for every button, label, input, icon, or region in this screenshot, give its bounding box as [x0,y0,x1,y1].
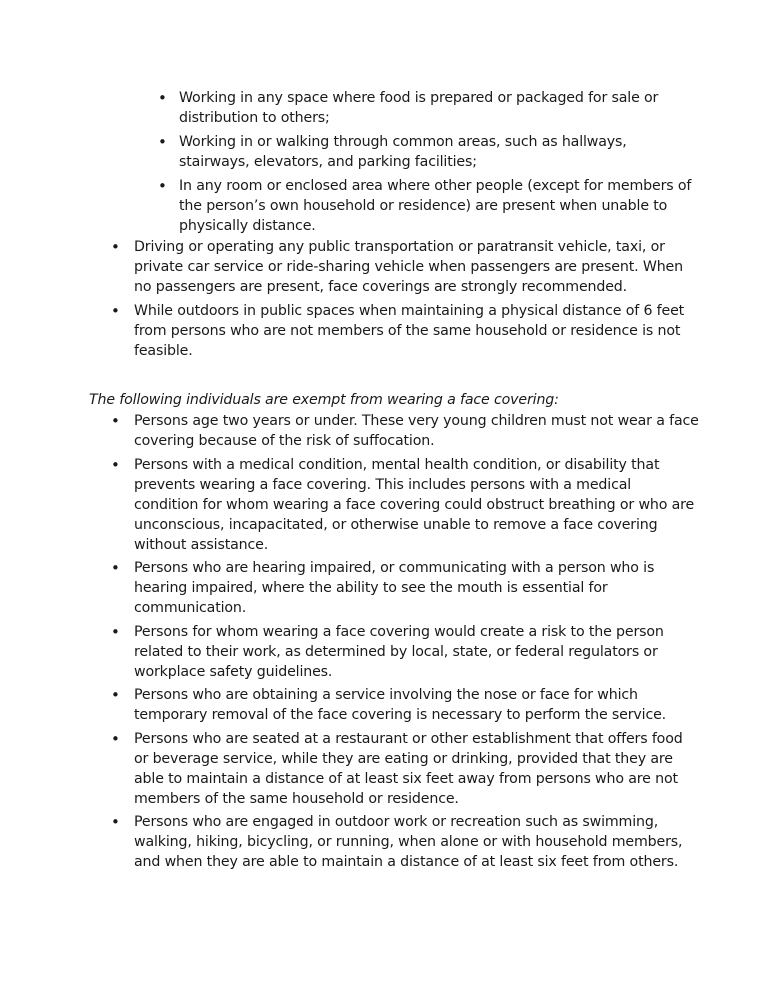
exempt-heading: The following individuals are exempt from wearing a face covering: [89,392,559,408]
list-item: • Driving or operating any public transportation or paratransit vehicle, taxi, or private car service or ride-sharing vehicle when passengers are present. When no passengers are present, face coverings are strongly recommended. [134,237,694,297]
list-item: • While outdoors in public spaces when maintaining a physical distance of 6 feet from persons who are not members of the same household or residence is not feasible. [134,301,694,361]
exempt-bullet-list [134,411,699,876]
list-item: • Persons with a medical condition, mental health condition, or disability that prevents wearing a face covering. This includes persons with a medical condition for whom wearing a face covering could obstruct breathing or who are unconscious, incapacitated, or otherwise unable to remove a face covering without assistance. [134,455,699,555]
list-item: • Persons who are engaged in outdoor work or recreation such as swimming, walking, hiking, bicycling, or running, when alone or with household members, and when they are able to maintain a distance of at least six feet from others. [134,812,699,872]
list-item: • Persons age two years or under. These very young children must not wear a face covering because of the risk of suffocation. [134,411,699,451]
list-item: • Persons for whom wearing a face covering would create a risk to the person related to their work, as determined by local, state, or federal regulators or workplace safety guidelines. [134,622,699,682]
list-item: • Persons who are obtaining a service involving the nose or face for which temporary removal of the face covering is necessary to perform the service. [134,685,699,725]
list-item: • Working in any space where food is prepared or packaged for sale or distribution to others; [179,88,699,128]
list-item: • Working in or walking through common areas, such as hallways, stairways, elevators, and parking facilities; [179,132,699,172]
list-item: • Persons who are hearing impaired, or communicating with a person who is hearing impaired, where the ability to see the mouth is essential for communication. [134,558,699,618]
list-item: • In any room or enclosed area where other people (except for members of the person’s own household or residence) are present when unable to physically distance. [179,176,699,236]
list-item: • Persons who are seated at a restaurant or other establishment that offers food or beverage service, while they are eating or drinking, provided that they are able to maintain a distance of at least six feet away from persons who are not members of the same household or residence. [134,729,699,809]
sub-bullet-list [179,88,699,240]
main-bullet-list [134,237,694,365]
